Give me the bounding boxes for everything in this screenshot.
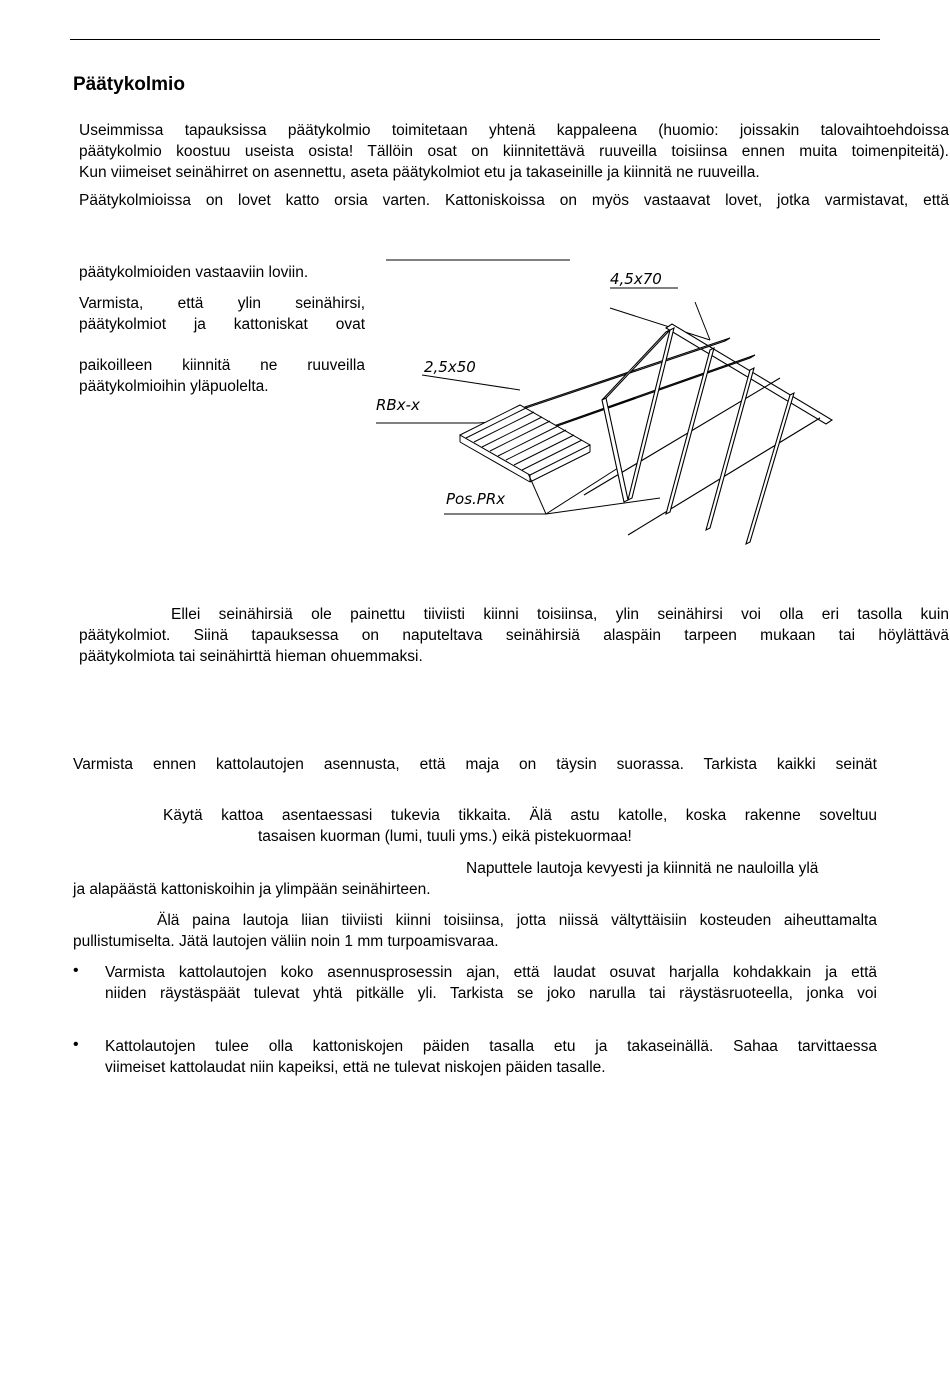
bullet-line: Varmista kattolautojen koko asennusprosessin ajan, että laudat osuvat harjalla kohdakkain ja että [105,964,877,981]
lovet-paragraph [79,190,949,211]
bullet-symbol: • [73,1036,79,1053]
varmista-line: Varmista ennen kattolautojen asennusta, että maja on täysin suorassa. Tarkista kaikki seinät [73,756,877,773]
naputtele-paragraph [73,858,877,900]
bullet-item [105,962,877,1004]
leader-line [422,375,520,390]
ellei-paragraph [79,604,949,667]
bullet-line: Kattolautojen tulee olla kattoniskojen päiden tasalla etu ja takaseinällä. Sahaa tarvittaessa [105,1038,877,1055]
left-line: päätykolmiot ja kattoniskat ovat [79,316,365,333]
leader-line [610,308,710,340]
leader-line [695,302,710,340]
intro-line: Kun viimeiset seinähirret on asennettu, aseta päätykolmiot etu ja takaseinille ja kiinnitä ne ruuveilla. [79,164,760,181]
naputtele-line: Naputtele lautoja kevyesti ja kiinnitä ne nauloilla ylä [466,860,819,877]
kayta-line: tasaisen kuorman (lumi, tuuli yms.) eikä pistekuormaa! [258,828,632,845]
ellei-line: Ellei seinähirsiä ole painettu tiiviisti kiinni toisiinsa, ylin seinähirsi voi olla eri tasolla kuin [171,606,949,623]
label-screw-2-5x50: 2,5x50 [424,358,476,376]
ellei-line: päätykolmiota tai seinähirttä hieman ohuemmaksi. [79,648,423,665]
intro-paragraph [79,120,949,183]
varmista-paragraph [73,754,877,775]
bullet-symbol: • [73,962,79,979]
left-line: päätykolmioiden vastaaviin loviin. [79,264,309,281]
ellei-line: päätykolmiot. Siinä tapauksessa on naputeltava seinähirsiä alaspäin tarpeen mukaan tai höylättävä [79,627,949,644]
left-column-paikoilleen [79,355,365,397]
rafter [628,328,674,500]
leader-line [546,468,618,514]
roof-board-panel [460,405,590,475]
ala-line: pullistumiselta. Jätä lautojen väliin noin 1 mm turpoamisvaraa. [73,933,499,950]
leader-line [546,498,660,514]
label-board-rbx: RBx-x [376,396,420,414]
lovet-line: Päätykolmioissa on lovet katto orsia varten. Kattoniskoissa on myös vastaavat lovet, jotka varmistavat, että [79,192,949,209]
ala-line: Älä paina lautoja liian tiiviisti kiinni toisiinsa, jotta niissä vältyttäisiin kosteuden aiheuttamalta [157,912,877,929]
left-line: paikoilleen kiinnitä ne ruuveilla [79,357,365,374]
bullet-line: viimeiset kattolaudat niin kapeiksi, että ne tulevat niskojen päiden tasalle. [105,1059,606,1076]
intro-line: Useimmissa tapauksissa päätykolmio toimitetaan yhtenä kappaleena (huomio: joissakin talovaihtoehdoissa [79,122,949,139]
kayta-paragraph [163,805,877,847]
roof-diagram [370,250,850,550]
intro-line: päätykolmio koostuu useista osista! Tällöin osat on kiinnitettävä ruuveilla toisiinsa ennen muita toimenpiteitä). [79,143,949,160]
label-pos-prx: Pos.PRx [446,490,506,508]
left-line: päätykolmioihin yläpuolelta. [79,378,269,395]
gable-member [602,398,628,502]
header-rule [70,39,880,40]
bullet-item [105,1036,877,1078]
left-column-varmista [79,293,365,335]
ala-paragraph [73,910,877,952]
left-column-text [79,262,365,283]
rafter [746,393,794,544]
kayta-line: Käytä kattoa asentaessasi tukevia tikkaita. Älä astu katolle, koska rakenne soveltuu [163,807,877,824]
bullet-line: niiden räystäspäät tulevat yhtä pitkälle yli. Tarkista se joko narulla tai räystäsruoteella, jonka voi [105,985,877,1002]
left-line: Varmista, että ylin seinähirsi, [79,295,365,312]
rafter [706,368,754,530]
page-title: Päätykolmio [73,74,185,95]
rafter [666,348,714,514]
label-screw-4-5x70: 4,5x70 [610,270,662,288]
naputtele-line: ja alapäästä kattoniskoihin ja ylimpään seinähirteen. [73,881,431,898]
